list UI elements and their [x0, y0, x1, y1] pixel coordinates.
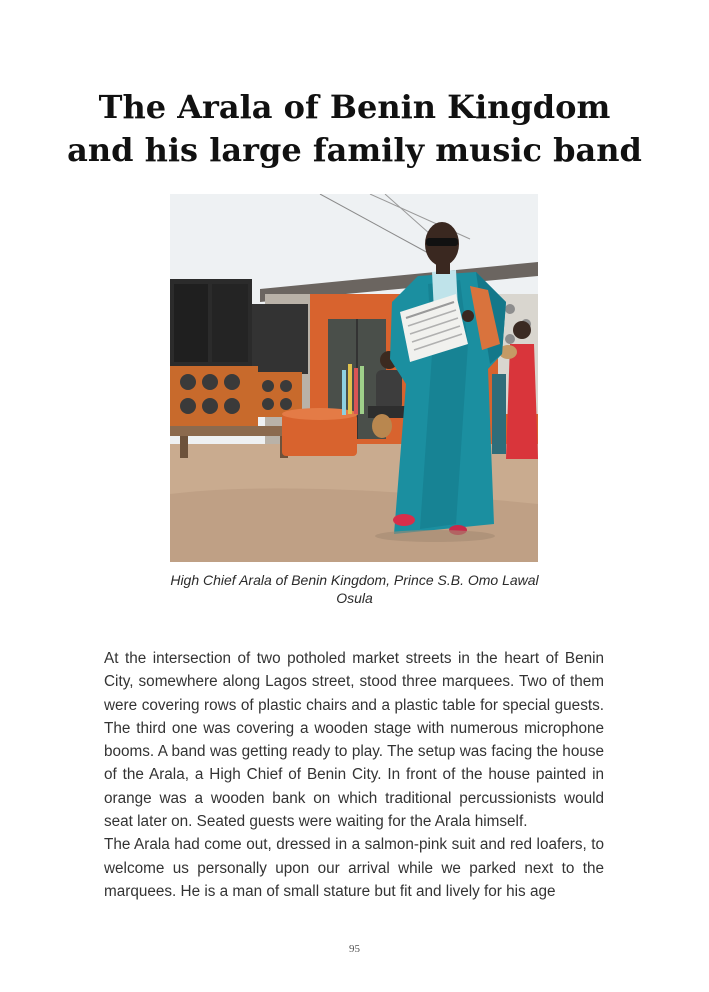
photo-caption: [150, 571, 559, 607]
chapter-title-line-2: and his large family music band: [67, 131, 642, 169]
chapter-title: [40, 86, 669, 172]
body-paragraph-1: At the intersection of two potholed market streets in the heart of Benin City, somewhere along Lagos street, stood three marquees. Two of them were covering rows of plastic chairs and a plastic table for special guests. The third one was covering a wooden stage with numerous microphone booms. A band was getting ready to play. The setup was facing the house of the Arala, a High Chief of Benin City. In front of the house painted in orange was a wooden bank on which traditional percussionists would seat later on. Seated guests were waiting for the Arala himself.: [104, 650, 604, 831]
page-number: 95: [349, 943, 360, 955]
body-text: [104, 647, 604, 903]
chapter-title-line-1: The Arala of Benin Kingdom: [98, 88, 611, 126]
photo-illustration: [170, 194, 538, 562]
photo-caption-line-2: Osula: [336, 590, 373, 606]
photo-caption-line-1: High Chief Arala of Benin Kingdom, Prince S.B. Omo Lawal: [170, 572, 539, 588]
photo-arala-reading-newspaper: [170, 194, 538, 562]
body-paragraph-2: The Arala had come out, dressed in a salmon-pink suit and red loafers, to welcome us personally upon our arrival while we parked next to the marquees. He is a man of small stature but fit and lively for his age: [104, 836, 604, 900]
